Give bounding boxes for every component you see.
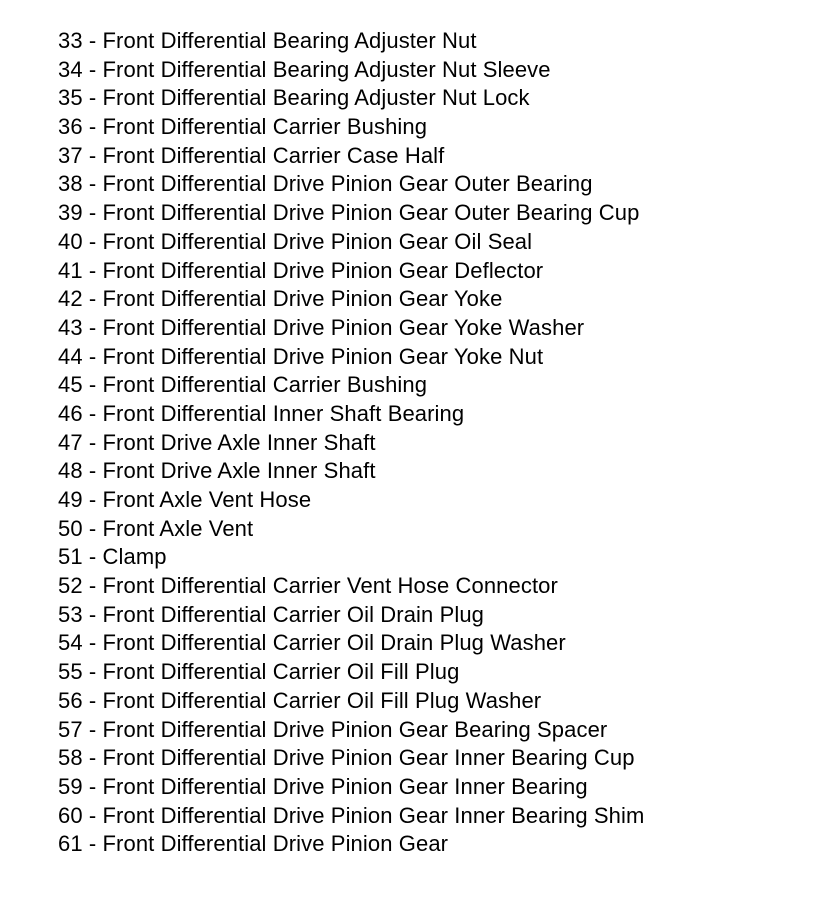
legend-item: 39 - Front Differential Drive Pinion Gear Outer Bearing Cup bbox=[58, 200, 640, 226]
legend-item: 57 - Front Differential Drive Pinion Gear Bearing Spacer bbox=[58, 716, 608, 742]
legend-item: 61 - Front Differential Drive Pinion Gear bbox=[58, 831, 449, 857]
legend-item: 33 - Front Differential Bearing Adjuster Nut bbox=[58, 28, 477, 53]
legend-item: 45 - Front Differential Carrier Bushing bbox=[58, 372, 428, 398]
legend-item: 58 - Front Differential Drive Pinion Gear Inner Bearing Cup bbox=[58, 745, 635, 771]
legend-item: 37 - Front Differential Carrier Case Half bbox=[58, 142, 445, 168]
legend-item: 43 - Front Differential Drive Pinion Gear Yoke Washer bbox=[58, 314, 585, 340]
legend-item: 36 - Front Differential Carrier Bushing bbox=[58, 114, 428, 140]
legend-item: 52 - Front Differential Carrier Vent Hose Connector bbox=[58, 573, 558, 599]
legend-item: 60 - Front Differential Drive Pinion Gear Inner Bearing Shim bbox=[58, 802, 645, 828]
legend-item: 40 - Front Differential Drive Pinion Gear Oil Seal bbox=[58, 228, 533, 254]
legend-item: 56 - Front Differential Carrier Oil Fill Plug Washer bbox=[58, 687, 542, 713]
legend-item: 41 - Front Differential Drive Pinion Gear Deflector bbox=[58, 257, 544, 283]
legend-item: 47 - Front Drive Axle Inner Shaft bbox=[58, 429, 376, 455]
legend-item: 38 - Front Differential Drive Pinion Gear Outer Bearing bbox=[58, 171, 593, 197]
legend-item: 53 - Front Differential Carrier Oil Drain Plug bbox=[58, 601, 485, 627]
legend-item: 34 - Front Differential Bearing Adjuster Nut Sleeve bbox=[58, 56, 551, 82]
legend-item: 46 - Front Differential Inner Shaft Bearing bbox=[58, 400, 465, 426]
legend-item: 54 - Front Differential Carrier Oil Drain Plug Washer bbox=[58, 630, 566, 656]
legend-item: 55 - Front Differential Carrier Oil Fill Plug bbox=[58, 659, 460, 685]
legend-item: 35 - Front Differential Bearing Adjuster Nut Lock bbox=[58, 85, 530, 111]
legend-item: 49 - Front Axle Vent Hose bbox=[58, 487, 312, 512]
parts-legend-list bbox=[58, 27, 644, 859]
legend-item: 44 - Front Differential Drive Pinion Gear Yoke Nut bbox=[58, 343, 544, 369]
legend-item: 51 - Clamp bbox=[58, 544, 167, 570]
legend-item: 48 - Front Drive Axle Inner Shaft bbox=[58, 458, 376, 484]
legend-item: 59 - Front Differential Drive Pinion Gear Inner Bearing bbox=[58, 773, 588, 799]
legend-item: 50 - Front Axle Vent bbox=[58, 515, 254, 541]
legend-item: 42 - Front Differential Drive Pinion Gear Yoke bbox=[58, 286, 503, 312]
